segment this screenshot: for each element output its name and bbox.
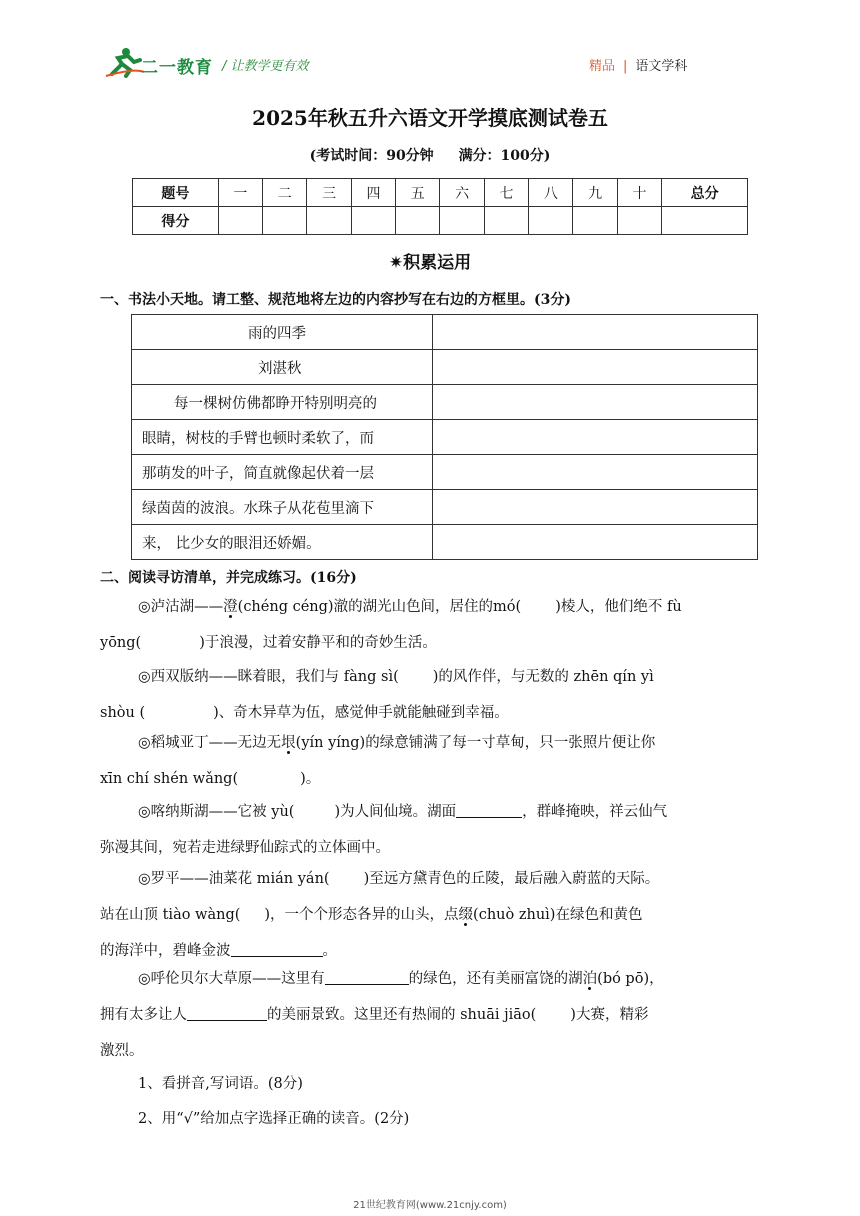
passage-text: xīn chí shén wǎng( bbox=[100, 771, 239, 787]
score-table bbox=[132, 178, 748, 235]
copy-answer-box[interactable] bbox=[433, 385, 758, 420]
score-header-cell: 四 bbox=[351, 179, 395, 207]
brand-slogan: / 让教学更有效 bbox=[222, 59, 309, 74]
copy-answer-box[interactable] bbox=[433, 315, 758, 350]
copy-row bbox=[132, 420, 758, 455]
score-header-cell: 六 bbox=[440, 179, 484, 207]
score-header-cell: 十 bbox=[617, 179, 661, 207]
score-header-cell: 八 bbox=[529, 179, 573, 207]
copy-row bbox=[132, 385, 758, 420]
score-header-cell: 题号 bbox=[133, 179, 219, 207]
passage-paragraph-luguhu bbox=[100, 589, 762, 661]
passage-text: (chéng céng)澈的湖光山色间，居住的mó( bbox=[237, 599, 522, 615]
score-cell[interactable] bbox=[484, 207, 528, 235]
header-tags bbox=[589, 55, 687, 74]
copy-source-line: 眼睛，树枝的手臂也顿时柔软了，而 bbox=[132, 420, 433, 455]
copy-answer-box[interactable] bbox=[433, 350, 758, 385]
passage-text: yōng( bbox=[100, 635, 142, 651]
copy-source-line: 每一棵树仿佛都睁开特别明亮的 bbox=[132, 385, 433, 420]
question-2-title: 二、阅读寻访清单，并完成练习。(16分) bbox=[100, 570, 357, 586]
page-title: 2025年秋五升六语文开学摸底测试卷五 bbox=[252, 106, 608, 130]
score-cell[interactable] bbox=[218, 207, 262, 235]
copy-answer-box[interactable] bbox=[433, 455, 758, 490]
passage-paragraph-hulunbeier bbox=[100, 961, 762, 1069]
score-cell[interactable] bbox=[307, 207, 351, 235]
answer-blank[interactable] bbox=[521, 597, 555, 613]
passage-paragraph-daocheng bbox=[100, 725, 762, 797]
passage-text: 拥有太多让人 bbox=[100, 1007, 187, 1023]
dotted-char: 澄 bbox=[223, 599, 238, 615]
score-cell[interactable] bbox=[263, 207, 307, 235]
passage-paragraph-xishuangbanna bbox=[100, 659, 762, 731]
passage-text: )大赛，精彩 bbox=[570, 1007, 649, 1023]
copy-answer-box[interactable] bbox=[433, 490, 758, 525]
passage-text: 弥漫其间，宛若走进绿野仙踪式的立体画中。 bbox=[100, 840, 390, 856]
answer-blank[interactable] bbox=[187, 1004, 267, 1021]
passage-text: ◎呼伦贝尔大草原——这里有 bbox=[138, 971, 325, 987]
full-score: 满分：100分) bbox=[458, 148, 551, 164]
passage-text: 的美丽景致。这里还有热闹的 shuāi jiāo( bbox=[267, 1007, 537, 1023]
score-header-cell: 七 bbox=[484, 179, 528, 207]
score-header-cell: 五 bbox=[396, 179, 440, 207]
score-row-label: 得分 bbox=[133, 207, 219, 235]
passage-text: )于浪漫，过着安静平和的奇妙生活。 bbox=[199, 635, 437, 651]
passage-text: 。 bbox=[322, 943, 337, 959]
answer-blank[interactable] bbox=[456, 801, 522, 818]
score-cell[interactable] bbox=[662, 207, 748, 235]
score-header-cell: 九 bbox=[573, 179, 617, 207]
copy-row bbox=[132, 525, 758, 560]
answer-blank[interactable] bbox=[325, 968, 409, 985]
score-cell[interactable] bbox=[396, 207, 440, 235]
subject-tag: 语文学科 bbox=[635, 59, 688, 74]
score-header-cell: 三 bbox=[307, 179, 351, 207]
sub-question-2: 2、用“√”给加点字选择正确的读音。(2分) bbox=[138, 1111, 410, 1127]
score-header-cell: 二 bbox=[263, 179, 307, 207]
copy-source-line: 雨的四季 bbox=[132, 315, 433, 350]
score-header-cell: 一 bbox=[218, 179, 262, 207]
passage-text: 的海洋中，碧峰金波 bbox=[100, 943, 231, 959]
copy-answer-box[interactable] bbox=[433, 420, 758, 455]
score-cell[interactable] bbox=[351, 207, 395, 235]
copy-row bbox=[132, 350, 758, 385]
page-header bbox=[0, 0, 860, 90]
passage-text: (chuò zhuì)在绿色和黄色 bbox=[473, 907, 643, 923]
copy-source-line: 来， 比少女的眼泪还娇媚。 bbox=[132, 525, 433, 560]
passage-paragraph-kanasi bbox=[100, 794, 762, 866]
section-heading: ✷积累运用 bbox=[388, 253, 472, 273]
copy-source-line: 绿茵茵的波浪。水珠子从花苞里滴下 bbox=[132, 490, 433, 525]
score-cell[interactable] bbox=[573, 207, 617, 235]
brand-name: 二一教育 bbox=[141, 58, 213, 78]
page-footer: 21世纪教育网(www.21cnjy.com) bbox=[353, 1200, 507, 1211]
passage-text: )，一个个形态各异的山头，点 bbox=[264, 907, 459, 923]
copy-row bbox=[132, 490, 758, 525]
passage-text: 激烈。 bbox=[100, 1043, 144, 1059]
passage-text: )。 bbox=[300, 771, 321, 787]
copy-table bbox=[131, 314, 758, 560]
exam-time: (考试时间：90分钟 bbox=[309, 148, 434, 164]
passage-text: )为人间仙境。湖面 bbox=[334, 804, 457, 820]
copy-source-line: 那萌发的叶子，简直就像起伏着一层 bbox=[132, 455, 433, 490]
passage-text: ◎泸沽湖—— bbox=[138, 599, 224, 615]
score-cell[interactable] bbox=[617, 207, 661, 235]
copy-row bbox=[132, 455, 758, 490]
passage-text: )至远方黛青色的丘陵，最后融入蔚蓝的天际。 bbox=[363, 871, 660, 887]
dotted-char: 缀 bbox=[458, 907, 474, 923]
header-separator: | bbox=[623, 59, 628, 74]
passage-text: )棱人，他们绝不 fù bbox=[555, 599, 682, 615]
passage-paragraph-luoping bbox=[100, 861, 762, 969]
sub-question-1: 1、看拼音,写词语。(8分) bbox=[138, 1076, 303, 1092]
passage-text: ◎稻城亚丁——无边无 bbox=[138, 735, 282, 751]
copy-row bbox=[132, 315, 758, 350]
passage-text: (bó pō)， bbox=[597, 971, 664, 987]
passage-text: 站在山顶 tiào wàng( bbox=[100, 907, 241, 923]
exam-info bbox=[0, 145, 860, 165]
passage-text: ◎喀纳斯湖——它被 yù( bbox=[138, 804, 295, 820]
dotted-char: 垠 bbox=[281, 735, 296, 751]
copy-source-line: 刘湛秋 bbox=[132, 350, 433, 385]
passage-text: ◎西双版纳——眯着眼，我们与 fàng sì( bbox=[138, 669, 399, 685]
score-table-score-row bbox=[133, 207, 748, 235]
score-cell[interactable] bbox=[529, 207, 573, 235]
score-header-cell: 总分 bbox=[662, 179, 748, 207]
passage-text: shòu ( bbox=[100, 705, 146, 721]
dotted-char: 泊 bbox=[582, 971, 598, 987]
question-1-title: 一、书法小天地。请工整、规范地将左边的内容抄写在右边的方框里。(3分) bbox=[100, 292, 571, 308]
passage-text: )的风作伴，与无数的 zhēn qín yì bbox=[432, 669, 654, 685]
copy-answer-box[interactable] bbox=[433, 525, 758, 560]
score-table-header-row bbox=[133, 179, 748, 207]
quality-tag: 精品 bbox=[589, 59, 616, 74]
passage-text: ，群峰掩映，祥云仙气 bbox=[522, 804, 668, 820]
passage-text: (yín yíng)的绿意铺满了每一寸草甸，只一张照片便让你 bbox=[295, 735, 656, 751]
score-cell[interactable] bbox=[440, 207, 484, 235]
passage-text: )、奇木异草为伍，感觉伸手就能触碰到幸福。 bbox=[213, 705, 509, 721]
answer-blank[interactable] bbox=[231, 940, 323, 957]
passage-text: ◎罗平——油菜花 mián yán( bbox=[138, 871, 330, 887]
passage-text: 的绿色，还有美丽富饶的湖 bbox=[408, 971, 583, 987]
